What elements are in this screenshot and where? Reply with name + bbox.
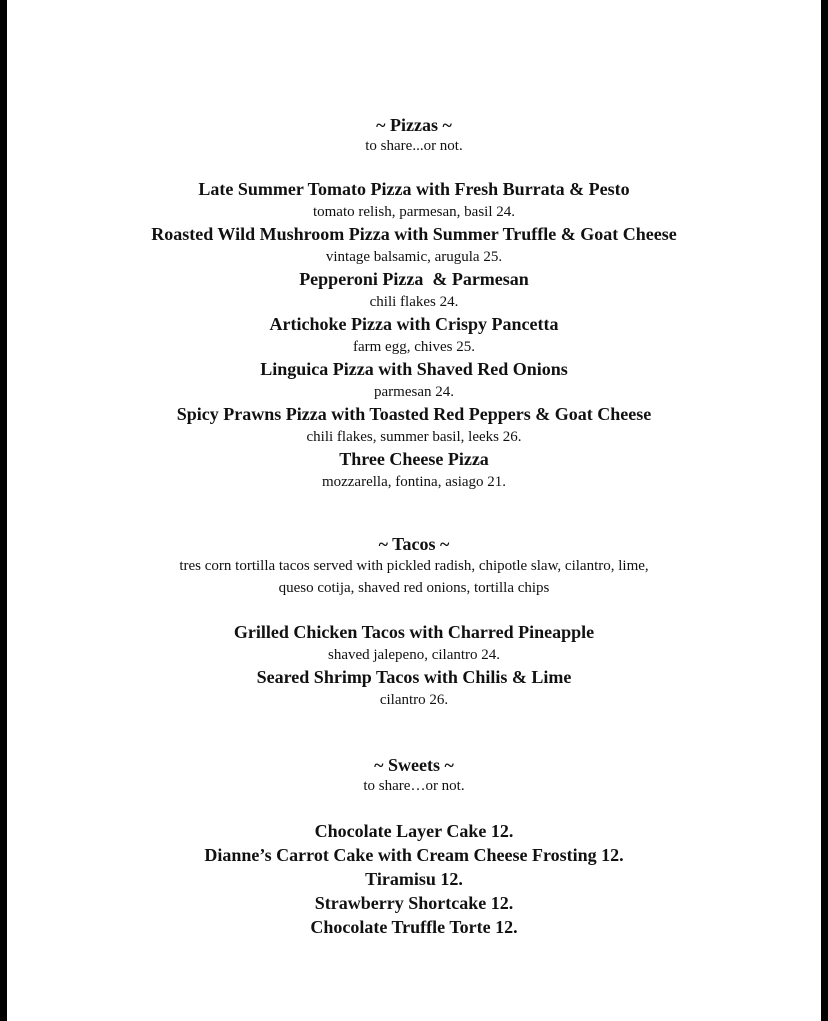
section-title-tacos: ~ Tacos ~: [378, 534, 450, 554]
menu-item-name: Seared Shrimp Tacos with Chilis & Lime: [256, 667, 572, 687]
menu-item-name: Pepperoni Pizza & Parmesan: [299, 269, 529, 289]
menu-item-name: Artichoke Pizza with Crispy Pancetta: [269, 314, 559, 334]
section-title-sweets: ~ Sweets ~: [374, 755, 454, 775]
dessert-item: Chocolate Layer Cake 12.: [314, 821, 514, 841]
menu-item-name: Spicy Prawns Pizza with Toasted Red Peppers & Goat Cheese: [176, 404, 652, 424]
menu-item-name: Three Cheese Pizza: [339, 449, 489, 469]
spacer: [7, 493, 821, 533]
menu-item-desc: vintage balsamic, arugula 25.: [325, 249, 503, 265]
dessert-item: Tiramisu 12.: [365, 869, 463, 889]
menu-item-desc: shaved jalepeno, cilantro 24.: [327, 647, 501, 663]
menu-item-name: Linguica Pizza with Shaved Red Onions: [260, 359, 568, 379]
dessert-item: Chocolate Truffle Torte 12.: [310, 917, 518, 937]
spacer: [7, 599, 821, 621]
section-subtitle-pizzas: to share...or not.: [365, 138, 463, 154]
menu-item-name: Roasted Wild Mushroom Pizza with Summer Truffle & Goat Cheese: [151, 224, 677, 244]
spacer: [7, 711, 821, 754]
menu-page: [7, 0, 821, 1021]
menu-item-name: Late Summer Tomato Pizza with Fresh Burrata & Pesto: [198, 179, 630, 199]
menu-item-desc: chili flakes 24.: [369, 294, 459, 310]
section-subtitle-tacos-line1: tres corn tortilla tacos served with pickled radish, chipotle slaw, cilantro, lime,: [179, 558, 649, 574]
menu-item-desc: cilantro 26.: [379, 692, 449, 708]
section-subtitle-sweets: to share…or not.: [363, 778, 465, 794]
menu-item-desc: tomato relish, parmesan, basil 24.: [312, 204, 516, 220]
menu-item-desc: farm egg, chives 25.: [352, 339, 476, 355]
spacer: [7, 156, 821, 178]
menu-content: [7, 114, 821, 939]
pizzas-section: [7, 114, 821, 493]
menu-item-desc: chili flakes, summer basil, leeks 26.: [306, 429, 522, 445]
tacos-section: [7, 533, 821, 711]
dessert-item: Strawberry Shortcake 12.: [314, 893, 514, 913]
dessert-item: Dianne’s Carrot Cake with Cream Cheese Frosting 12.: [204, 845, 624, 865]
menu-item-name: Grilled Chicken Tacos with Charred Pineapple: [233, 622, 595, 642]
section-subtitle-tacos-line2: queso cotija, shaved red onions, tortilla chips: [278, 580, 550, 596]
section-title-pizzas: ~ Pizzas ~: [376, 115, 452, 135]
spacer: [7, 796, 821, 819]
sweets-section: [7, 754, 821, 939]
menu-item-desc: mozzarella, fontina, asiago 21.: [321, 474, 507, 490]
menu-item-desc: parmesan 24.: [374, 384, 454, 400]
